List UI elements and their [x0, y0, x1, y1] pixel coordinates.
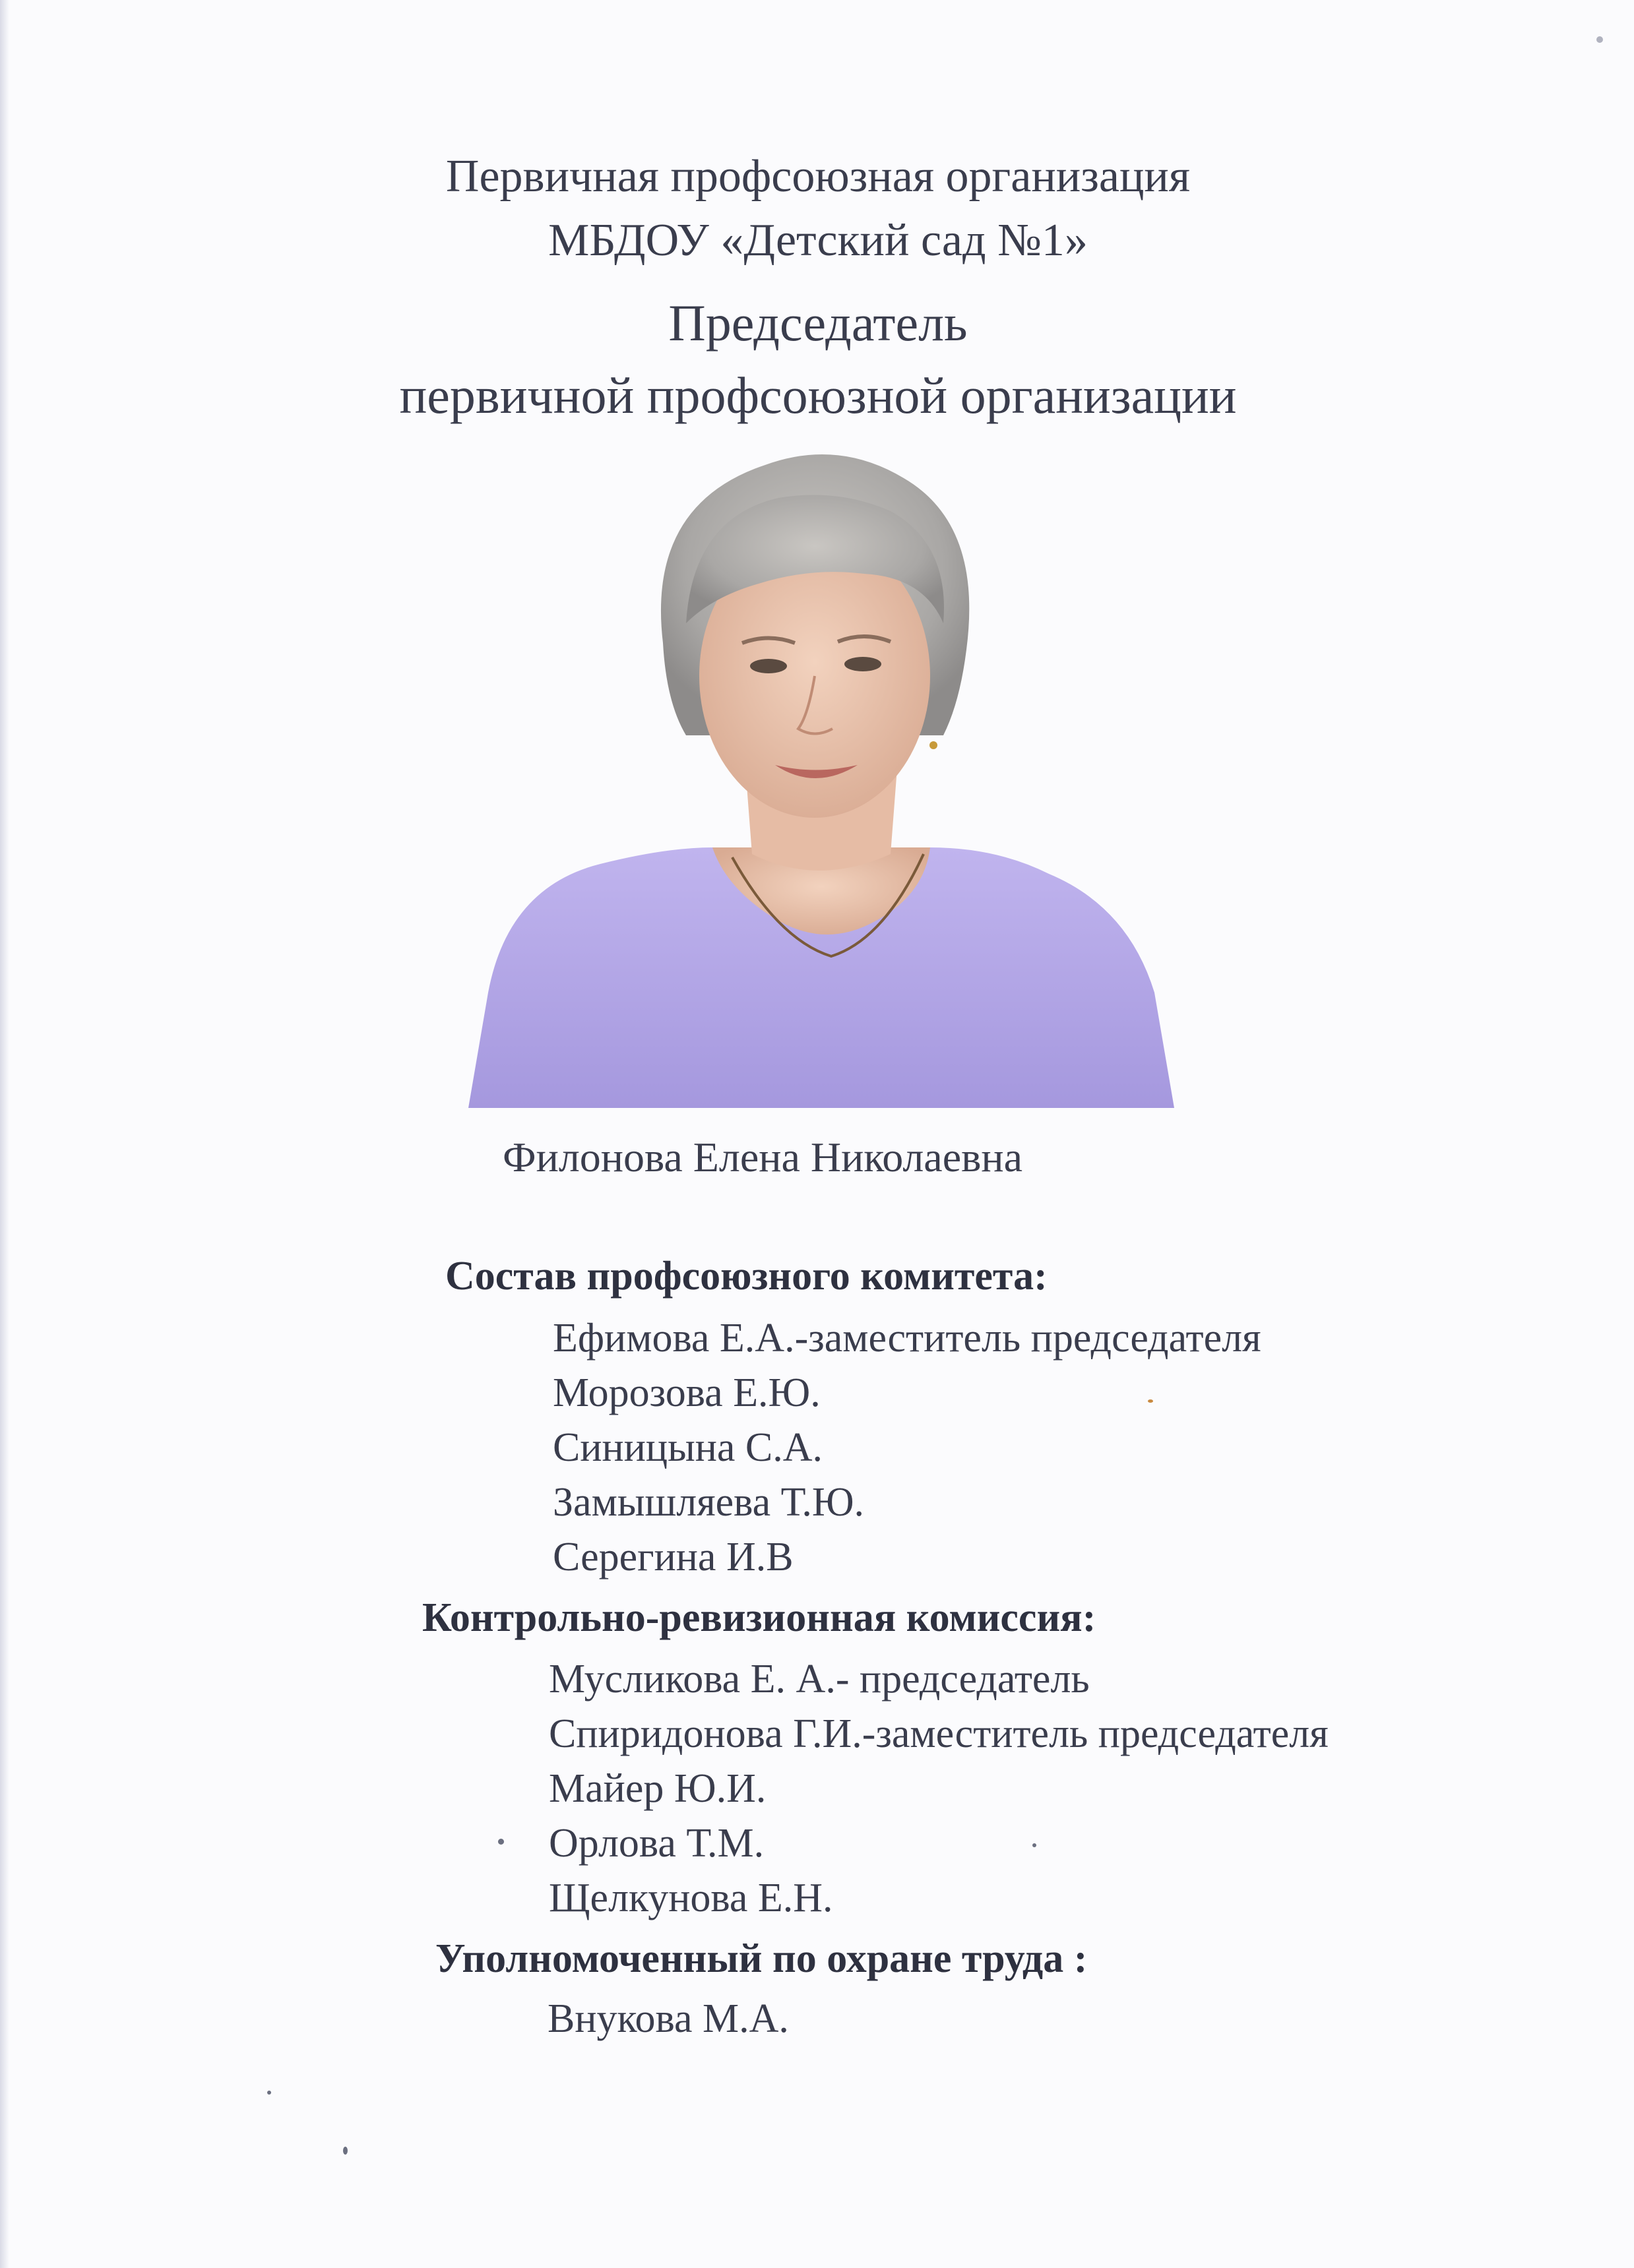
- audit-commission-member: Орлова Т.М.: [549, 1821, 765, 1866]
- paper-edge: [0, 0, 9, 2268]
- scan-speck: [1596, 36, 1603, 43]
- audit-commission-member-list: [549, 1652, 1329, 1926]
- committee-member: Синицына С.А.: [553, 1425, 823, 1470]
- audit-commission-member: Майер Ю.И.: [549, 1766, 767, 1811]
- committee-member-list: [553, 1311, 1261, 1585]
- committee-member: Серегина И.В: [553, 1535, 794, 1579]
- scan-speck: [343, 2147, 348, 2155]
- committee-heading: Состав профсоюзного комитета:: [445, 1254, 1048, 1299]
- organization-subtitle: МБДОУ «Детский сад №1»: [548, 215, 1088, 266]
- chair-name: Филонова Елена Николаевна: [503, 1134, 1022, 1180]
- committee-member: Ефимова Е.А.-заместитель председателя: [553, 1316, 1261, 1361]
- chair-title-continued: первичной профсоюзной организации: [399, 367, 1237, 424]
- scan-speck: [1148, 1399, 1153, 1403]
- safety-representative: Внукова М.А.: [548, 1996, 789, 2041]
- chair-title: Председатель: [668, 294, 968, 352]
- committee-member: Замышляева Т.Ю.: [553, 1480, 865, 1525]
- safety-representative-list: [548, 1992, 789, 2046]
- scan-speck: [267, 2091, 271, 2095]
- organization-title: Первичная профсоюзная организация: [445, 151, 1191, 202]
- scan-speck: [1032, 1843, 1036, 1847]
- safety-representative-heading: Уполномоченный по охране труда :: [435, 1936, 1088, 1981]
- audit-commission-heading: Контрольно-ревизионная комиссия:: [422, 1595, 1096, 1640]
- chair-portrait-photo: [468, 425, 1174, 1108]
- audit-commission-member: Спиридонова Г.И.-заместитель председателя: [549, 1711, 1329, 1756]
- scan-speck: [498, 1839, 504, 1845]
- audit-commission-member: Мусликова Е. А.- председатель: [549, 1657, 1090, 1701]
- audit-commission-member: Щелкунова Е.Н.: [549, 1876, 833, 1920]
- committee-member: Морозова Е.Ю.: [553, 1370, 821, 1415]
